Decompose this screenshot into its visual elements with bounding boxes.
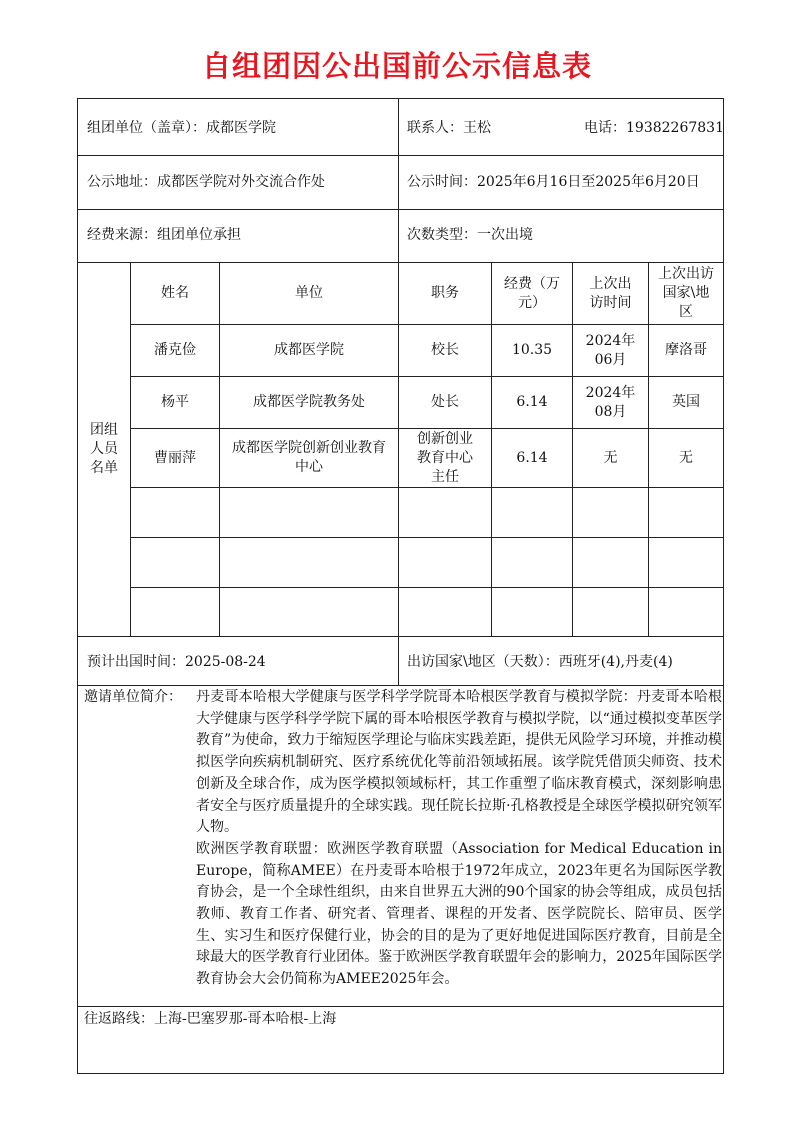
info-form — [77, 98, 724, 1074]
divider — [78, 155, 723, 156]
trip-type-field — [407, 226, 533, 244]
route-field — [84, 1010, 336, 1028]
funding-value: 组团单位承担 — [157, 227, 241, 243]
member-position: 处长 — [431, 394, 459, 410]
member-name: 杨平 — [161, 394, 189, 410]
destination-label: 出访国家\地区（天数）： — [407, 654, 559, 670]
invite-paragraph: 欧洲医学教育联盟：欧洲医学教育联盟（Association for Medical Education in Europe，简称AMEE）在丹麦哥本哈根于1972年成立，2023年更名为国际医学教育协会，是一个全球性组织，由来自世界五大洲的90个国家的协会等组成，成员包括教师、教育工作者、研究者、管理者、课程的开发者、医学院院长、陪审员、医学生、实习生和医疗保健行业，协会的目的是为了更好地促进国际医疗教育，目前是全球最大的医学教育行业团体。鉴于欧洲医学教育联盟年会的影响力，2025年国际医学教育协会大会仍简称为AMEE2025年会。 — [196, 840, 722, 988]
column-header-unit: 单位 — [295, 285, 323, 301]
divider — [78, 1006, 723, 1007]
column-header-last-place: 上次出访国家\地区 — [658, 266, 714, 320]
members-section-label: 团组人员名单 — [90, 421, 118, 476]
org-value: 成都医学院 — [206, 120, 276, 136]
member-last-place: 英国 — [672, 394, 700, 410]
member-last-time: 2024年08月 — [585, 384, 636, 420]
column-header-fee: 经费（万元） — [504, 275, 560, 311]
destination-value: 西班牙(4),丹麦(4) — [558, 654, 673, 670]
address-label: 公示地址： — [87, 174, 157, 190]
divider — [78, 209, 723, 210]
member-name: 曹丽萍 — [154, 449, 196, 466]
invite-description — [196, 687, 722, 991]
departure-field — [87, 653, 266, 671]
trip-type-label: 次数类型： — [407, 227, 477, 243]
contact-field — [407, 119, 491, 137]
member-last-time: 无 — [603, 449, 618, 466]
invite-label: 邀请单位简介： — [84, 689, 182, 705]
member-last-time: 2024年06月 — [585, 332, 636, 368]
org-field — [87, 119, 276, 137]
contact-label: 联系人： — [407, 120, 463, 136]
phone-label: 电话： — [584, 120, 626, 136]
route-value: 上海-巴塞罗那-哥本哈根-上海 — [154, 1011, 337, 1027]
org-label: 组团单位（盖章）： — [87, 120, 206, 136]
member-fee: 6.14 — [516, 449, 548, 466]
member-name: 潘克俭 — [154, 342, 196, 358]
column-header-last-time: 上次出访时间 — [589, 275, 632, 311]
period-label: 公示时间： — [407, 174, 477, 190]
member-unit: 成都医学院 — [274, 342, 344, 358]
member-unit: 成都医学院教务处 — [253, 394, 365, 410]
invite-paragraph: 丹麦哥本哈根大学健康与医学科学学院哥本哈根医学教育与模拟学院：丹麦哥本哈根大学健康与医学科学学院下属的哥本哈根医学教育与模拟学院，以“通过模拟变革医学教育”为使命，致力于缩短医学理论与临床实践差距，提供无风险学习环境，并推动模拟医学向疾病机制研究、医疗系统优化等前沿领域拓展。该学院凭借顶尖师资、技术创新及全球合作，成为医学模拟领域标杆，其工作重塑了临床教育模式，深刻影响患者安全与医疗质量提升的全球实践。现任院长拉斯·孔格教授是全球医学模拟研究领军人物。 — [196, 689, 722, 836]
funding-label: 经费来源： — [87, 227, 157, 243]
divider — [398, 636, 399, 685]
phone-field — [584, 119, 724, 137]
departure-value: 2025-08-24 — [185, 654, 266, 670]
address-field — [87, 173, 325, 191]
divider — [398, 99, 399, 262]
destination-field — [407, 653, 673, 671]
phone-value: 19382267831 — [626, 120, 724, 136]
member-last-place: 摩洛哥 — [665, 342, 707, 358]
column-header-name: 姓名 — [161, 285, 189, 301]
member-fee: 6.14 — [516, 394, 548, 410]
page-title: 自组团因公出国前公示信息表 — [201, 49, 592, 83]
member-unit: 成都医学院创新创业教育中心 — [232, 440, 386, 475]
member-position: 校长 — [431, 342, 459, 358]
contact-value: 王松 — [463, 120, 491, 136]
member-fee: 10.35 — [511, 342, 553, 358]
divider — [78, 636, 723, 637]
period-field — [407, 173, 700, 191]
funding-field — [87, 226, 241, 244]
divider — [78, 685, 723, 686]
route-label: 往返路线： — [84, 1011, 154, 1027]
member-position: 创新创业教育中心主任 — [417, 430, 473, 485]
trip-type-value: 一次出境 — [477, 227, 533, 243]
member-last-place: 无 — [679, 449, 693, 466]
address-value: 成都医学院对外交流合作处 — [157, 174, 325, 190]
departure-label: 预计出国时间： — [87, 654, 185, 670]
period-value: 2025年6月16日至2025年6月20日 — [477, 174, 700, 190]
column-header-position: 职务 — [431, 285, 459, 301]
